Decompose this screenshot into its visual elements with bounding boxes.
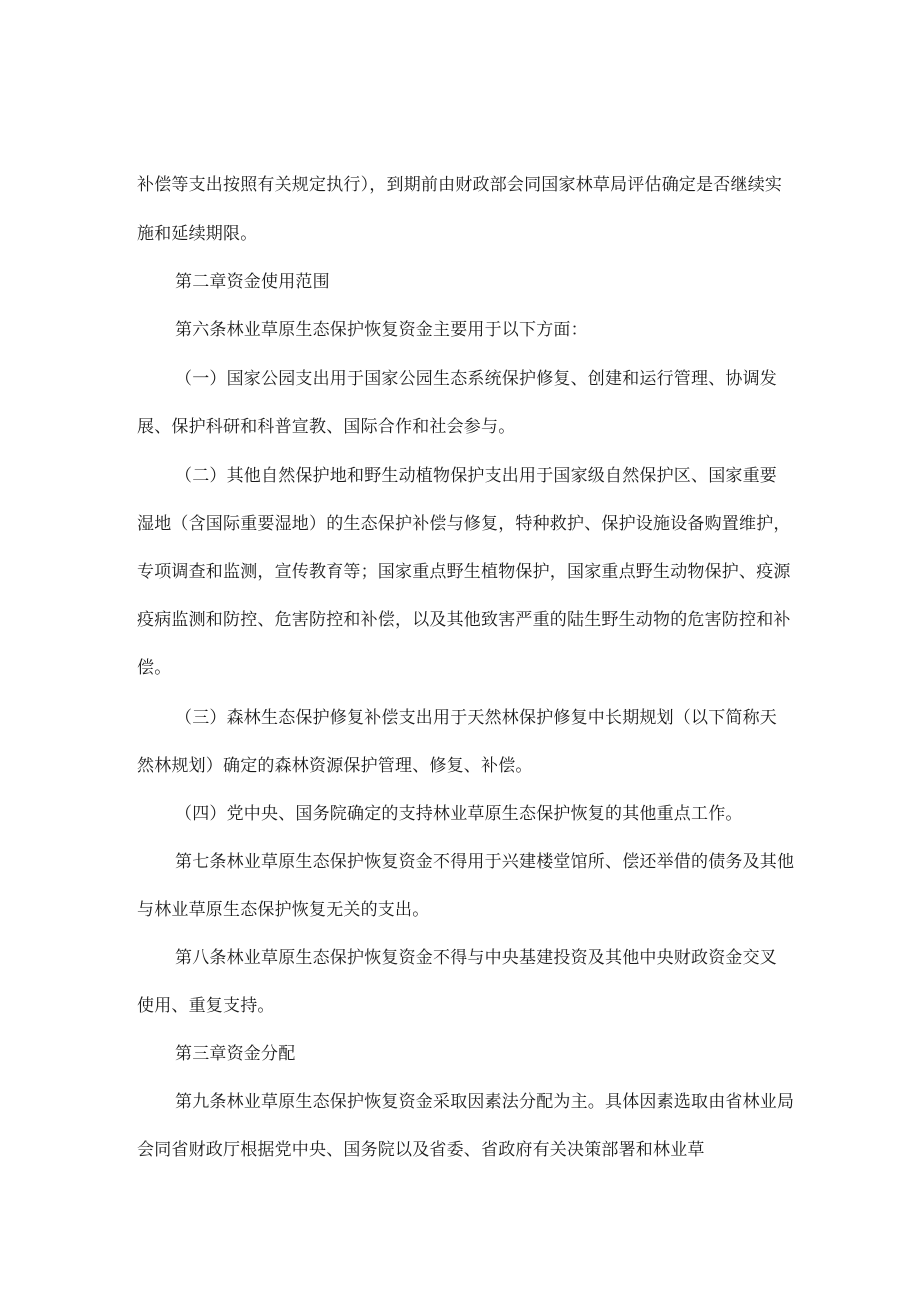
- text-line: 湿地（含国际重要湿地）的生态保护补偿与修复，特种救护、保护设施设备购置维护，: [137, 514, 791, 534]
- text-line: 第六条林业草原生态保护恢复资金主要用于以下方面：: [175, 320, 588, 340]
- text-line: 然林规划）确定的森林资源保护管理、修复、补偿。: [137, 756, 533, 776]
- chapter-heading: 第二章资金使用范围: [175, 272, 330, 292]
- text-line: 第七条林业草原生态保护恢复资金不得用于兴建楼堂馆所、偿还举借的债务及其他: [175, 852, 795, 872]
- text-line: 与林业草原生态保护恢复无关的支出。: [137, 900, 430, 920]
- text-line: 展、保护科研和科普宣教、国际合作和社会参与。: [137, 417, 516, 437]
- text-line: 偿。: [137, 658, 172, 678]
- text-line: （一）国家公园支出用于国家公园生态系统保护修复、创建和运行管理、协调发: [175, 369, 777, 389]
- text-line: （二）其他自然保护地和野生动植物保护支出用于国家级自然保护区、国家重要: [175, 466, 777, 486]
- text-line: 使用、重复支持。: [137, 996, 275, 1016]
- text-line: （三）森林生态保护修复补偿支出用于天然林保护修复中长期规划（以下简称天: [175, 708, 777, 728]
- text-line: 疫病监测和防控、危害防控和补偿，以及其他致害严重的陆生野生动物的危害防控和补: [137, 610, 791, 630]
- text-line: 第九条林业草原生态保护恢复资金采取因素法分配为主。具体因素选取由省林业局: [175, 1092, 795, 1112]
- text-line: 专项调查和监测，宣传教育等；国家重点野生植物保护，国家重点野生动物保护、疫源: [137, 562, 791, 582]
- text-line: （四）党中央、国务院确定的支持林业草原生态保护恢复的其他重点工作。: [175, 804, 743, 824]
- chapter-heading: 第三章资金分配: [175, 1044, 296, 1064]
- text-line: 会同省财政厅根据党中央、国务院以及省委、省政府有关决策部署和林业草: [137, 1140, 705, 1160]
- text-line: 第八条林业草原生态保护恢复资金不得与中央基建投资及其他中央财政资金交叉: [175, 948, 777, 968]
- text-line: 施和延续期限。: [137, 224, 258, 244]
- text-line: 补偿等支出按照有关规定执行），到期前由财政部会同国家林草局评估确定是否继续实: [137, 175, 783, 195]
